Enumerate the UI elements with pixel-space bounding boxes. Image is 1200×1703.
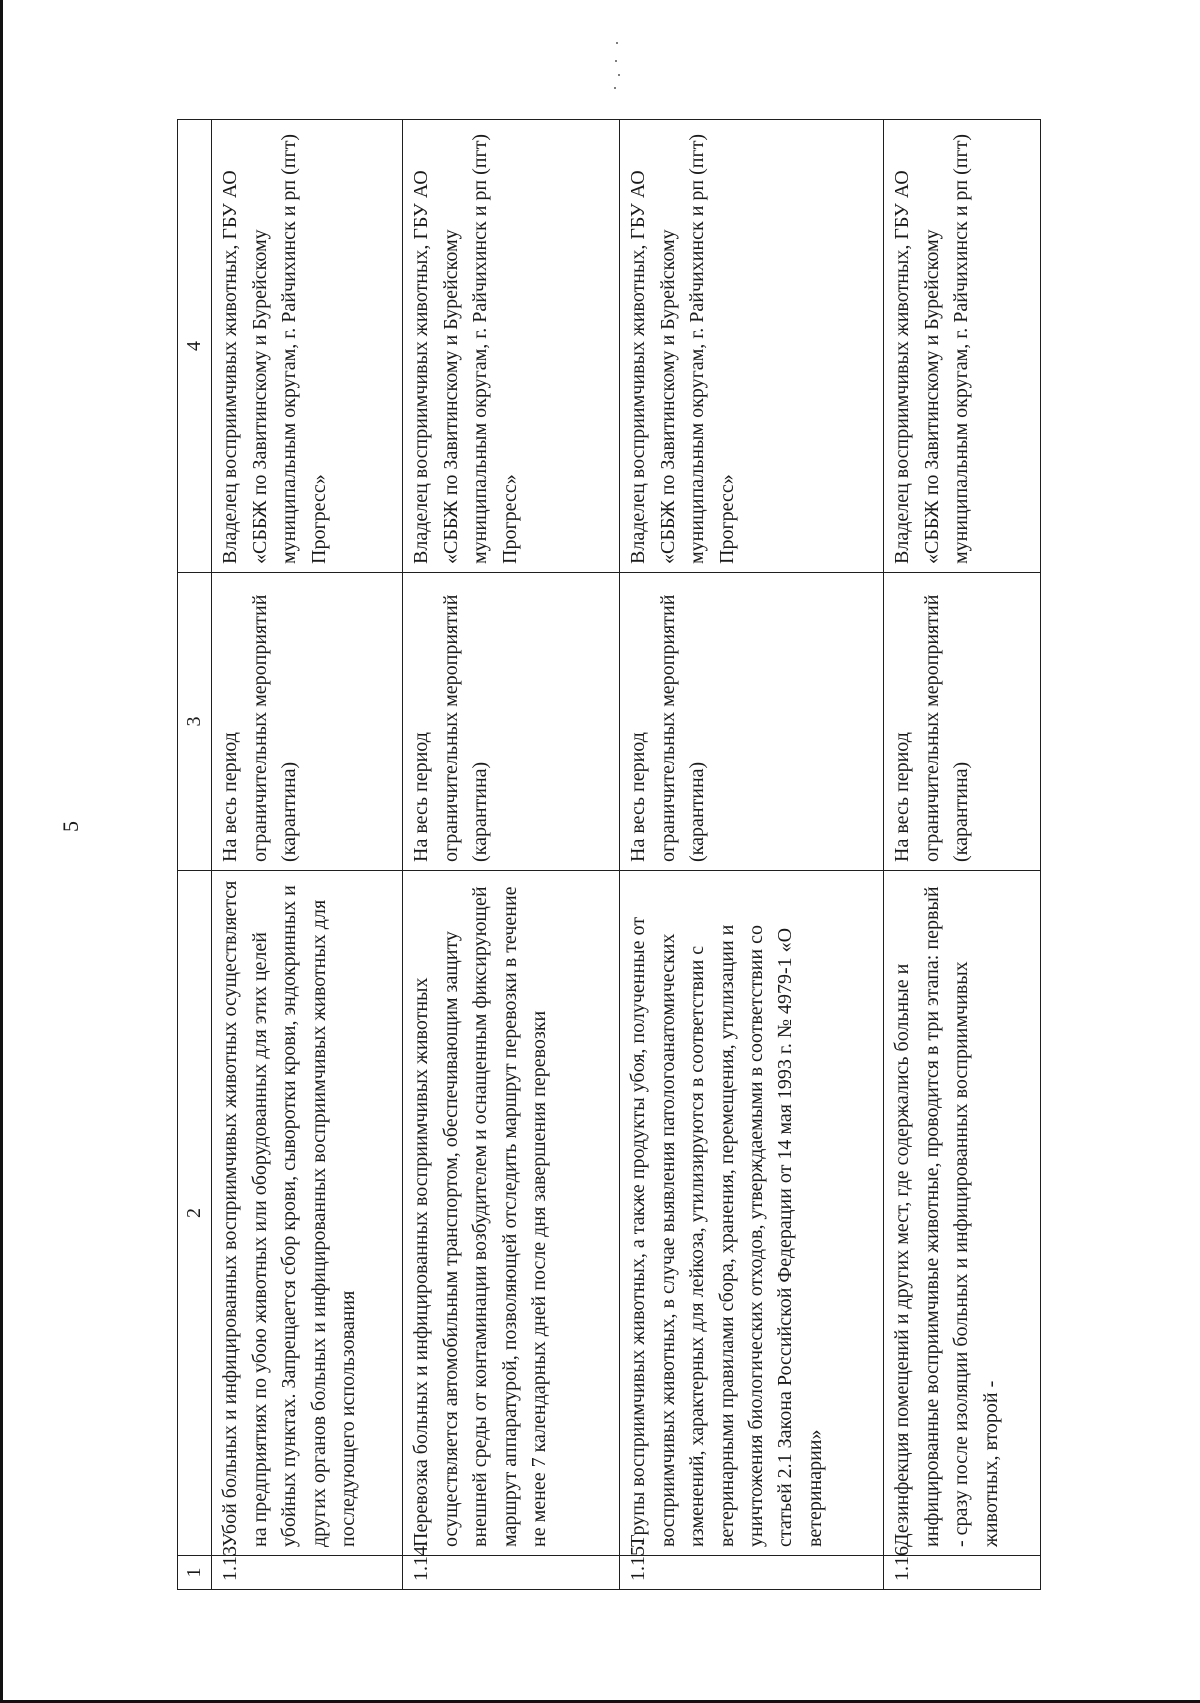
- measure-cell: Убой больных и инфицированных восприимчивых животных осуществляется на предприятиях по убою животных или оборудованных для этих целей убойных пунктах. Запрещается сбор крови, сыворотки крови, эндокринных и других органов больных и инфицированных восприимчивых животных для последующего использования: [212, 871, 403, 1556]
- header-col-4: 4: [178, 120, 212, 573]
- header-col-2: 2: [178, 871, 212, 1556]
- row-number: 1.13.: [212, 1556, 403, 1590]
- table-row: [620, 120, 884, 1590]
- period-cell: На весь период ограничительных мероприятий (карантина): [403, 573, 620, 871]
- page-number: 5: [58, 821, 83, 832]
- responsible-cell: Владелец восприимчивых животных, ГБУ АО «СББЖ по Завитинскому и Бурейскому муниципальным округам, г. Райчихинск и рп (пгт) Прогресс»: [403, 120, 620, 573]
- scan-specks: [612, 40, 632, 100]
- table-row: [403, 120, 620, 1590]
- table-row: [212, 120, 403, 1590]
- table-header-row: [178, 120, 212, 1590]
- row-number: 1.15.: [620, 1556, 884, 1590]
- row-number: 1.16.: [884, 1556, 1041, 1590]
- measure-cell: Перевозка больных и инфицированных восприимчивых животных осуществляется автомобильным транспортом, обеспечивающим защиту внешней среды от контаминации возбудителем и оснащенным фиксирующей маршрут аппаратурой, позволяющей отследить маршрут перевозки в течение не менее 7 календарных дней после дня завершения перевозки: [403, 871, 620, 1556]
- table-row: [884, 120, 1041, 1590]
- rotated-table-container: [177, 119, 1041, 1590]
- measure-cell: Трупы восприимчивых животных, а также продукты убоя, полученные от восприимчивых животных, в случае выявления патологоанатомических изменений, характерных для лейкоза, утилизируются в соответствии с ветеринарными правилами сбора, хранения, перемещения, утилизации и уничтожения биологических отходов, утверждаемыми в соответствии со статьей 2.1 Закона Российской Федерации от 14 мая 1993 г. № 4979-1 «О ветеринарии»: [620, 871, 884, 1556]
- period-cell: На весь период ограничительных мероприятий (карантина): [212, 573, 403, 871]
- measures-table: [177, 119, 1041, 1590]
- period-cell: На весь период ограничительных мероприятий (карантина): [884, 573, 1041, 871]
- period-cell: На весь период ограничительных мероприятий (карантина): [620, 573, 884, 871]
- measure-cell: Дезинфекция помещений и других мест, где содержались больные и инфицированные восприимчивые животные, проводится в три этапа: первый - сразу после изоляции больных и инфицированных восприимчивых животных, второй -: [884, 871, 1041, 1556]
- responsible-cell: Владелец восприимчивых животных, ГБУ АО «СББЖ по Завитинскому и Бурейскому муниципальным округам, г. Райчихинск и рп (пгт): [884, 120, 1041, 573]
- row-number: 1.14.: [403, 1556, 620, 1590]
- responsible-cell: Владелец восприимчивых животных, ГБУ АО «СББЖ по Завитинскому и Бурейскому муниципальным округам, г. Райчихинск и рп (пгт) Прогресс»: [212, 120, 403, 573]
- header-col-3: 3: [178, 573, 212, 871]
- responsible-cell: Владелец восприимчивых животных, ГБУ АО «СББЖ по Завитинскому и Бурейскому муниципальным округам, г. Райчихинск и рп (пгт) Прогресс»: [620, 120, 884, 573]
- header-col-1: 1: [178, 1556, 212, 1590]
